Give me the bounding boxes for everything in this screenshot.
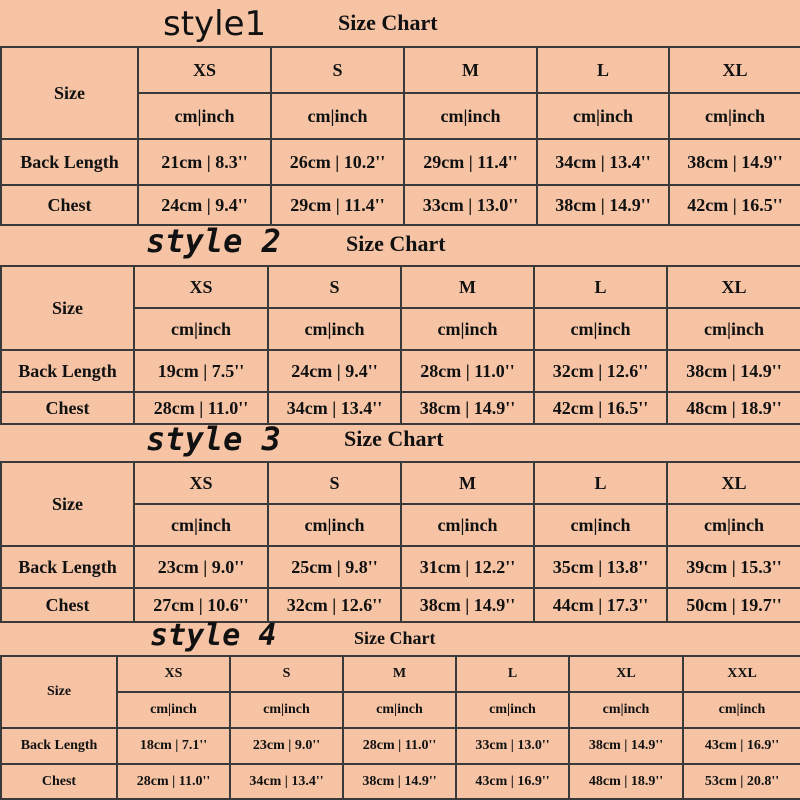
table-row — [1, 350, 800, 392]
row-label: Chest — [1, 764, 117, 799]
measurement-cell: 35cm | 13.8'' — [534, 546, 667, 588]
chart-title: Size Chart — [346, 231, 446, 256]
measurement-cell: 24cm | 9.4'' — [138, 185, 271, 225]
size-column-header: XL — [669, 47, 800, 93]
chart-title: Size Chart — [344, 426, 444, 451]
measurement-cell: 24cm | 9.4'' — [268, 350, 401, 392]
measurement-cell: 38cm | 14.9'' — [343, 764, 456, 799]
measurement-cell: 34cm | 13.4'' — [268, 392, 401, 424]
measurement-cell: 34cm | 13.4'' — [230, 764, 343, 799]
style-label: style1 — [163, 4, 267, 44]
row-label: Back Length — [1, 350, 134, 392]
row-label: Chest — [1, 185, 138, 225]
measurement-cell: 48cm | 18.9'' — [569, 764, 683, 799]
measurement-cell: 18cm | 7.1'' — [117, 728, 230, 764]
size-column-header: M — [404, 47, 537, 93]
table-row — [1, 764, 800, 799]
size-column-header: XL — [667, 462, 800, 504]
unit-cell: cm|inch — [401, 308, 534, 350]
measurement-cell: 26cm | 10.2'' — [271, 139, 404, 185]
measurement-cell: 29cm | 11.4'' — [271, 185, 404, 225]
unit-cell: cm|inch — [537, 93, 669, 139]
chart-title: Size Chart — [338, 10, 438, 35]
measurement-cell: 23cm | 9.0'' — [134, 546, 268, 588]
style2-section — [0, 222, 800, 422]
row-label: Back Length — [1, 728, 117, 764]
measurement-cell: 19cm | 7.5'' — [134, 350, 268, 392]
measurement-cell: 48cm | 18.9'' — [667, 392, 800, 424]
style-label: style 4 — [150, 618, 277, 653]
size-column-header: S — [268, 266, 401, 308]
table-row — [1, 185, 800, 225]
measurement-cell: 38cm | 14.9'' — [669, 139, 800, 185]
unit-cell: cm|inch — [271, 93, 404, 139]
measurement-cell: 44cm | 17.3'' — [534, 588, 667, 622]
measurement-cell: 42cm | 16.5'' — [534, 392, 667, 424]
size-column-header: XL — [667, 266, 800, 308]
measurement-cell: 39cm | 15.3'' — [667, 546, 800, 588]
size-column-header: XS — [138, 47, 271, 93]
measurement-cell: 28cm | 11.0'' — [117, 764, 230, 799]
measurement-cell: 43cm | 16.9'' — [456, 764, 569, 799]
measurement-cell: 33cm | 13.0'' — [456, 728, 569, 764]
unit-cell: cm|inch — [401, 504, 534, 546]
unit-cell: cm|inch — [669, 93, 800, 139]
row-label: Back Length — [1, 139, 138, 185]
measurement-cell: 32cm | 12.6'' — [534, 350, 667, 392]
size-table — [0, 461, 800, 623]
measurement-cell: 31cm | 12.2'' — [401, 546, 534, 588]
style4-section — [0, 620, 800, 800]
size-column-header: M — [343, 656, 456, 692]
measurement-cell: 28cm | 11.0'' — [134, 392, 268, 424]
size-header: Size — [1, 656, 117, 728]
size-table — [0, 265, 800, 425]
size-header: Size — [1, 47, 138, 139]
size-column-header: XS — [134, 266, 268, 308]
size-column-header: S — [230, 656, 343, 692]
style1-section — [0, 0, 800, 220]
unit-cell: cm|inch — [569, 692, 683, 728]
measurement-cell: 38cm | 14.9'' — [569, 728, 683, 764]
unit-cell: cm|inch — [230, 692, 343, 728]
style3-section — [0, 420, 800, 620]
unit-cell: cm|inch — [683, 692, 800, 728]
table-row — [1, 728, 800, 764]
size-column-header: XXL — [683, 656, 800, 692]
size-column-header: S — [271, 47, 404, 93]
size-column-header: L — [537, 47, 669, 93]
size-column-header: S — [268, 462, 401, 504]
unit-cell: cm|inch — [534, 308, 667, 350]
measurement-cell: 34cm | 13.4'' — [537, 139, 669, 185]
measurement-cell: 29cm | 11.4'' — [404, 139, 537, 185]
size-column-header: L — [534, 266, 667, 308]
size-header: Size — [1, 266, 134, 350]
table-row — [1, 392, 800, 424]
unit-cell: cm|inch — [456, 692, 569, 728]
size-column-header: XL — [569, 656, 683, 692]
table-row — [1, 546, 800, 588]
unit-cell: cm|inch — [134, 504, 268, 546]
style-label: style 2 — [146, 222, 281, 260]
row-label: Chest — [1, 392, 134, 424]
measurement-cell: 50cm | 19.7'' — [667, 588, 800, 622]
size-column-header: XS — [117, 656, 230, 692]
size-column-header: L — [534, 462, 667, 504]
size-column-header: L — [456, 656, 569, 692]
measurement-cell: 25cm | 9.8'' — [268, 546, 401, 588]
measurement-cell: 33cm | 13.0'' — [404, 185, 537, 225]
measurement-cell: 28cm | 11.0'' — [401, 350, 534, 392]
unit-cell: cm|inch — [343, 692, 456, 728]
unit-cell: cm|inch — [138, 93, 271, 139]
chart-title: Size Chart — [354, 628, 436, 648]
unit-cell: cm|inch — [134, 308, 268, 350]
measurement-cell: 43cm | 16.9'' — [683, 728, 800, 764]
table-row — [1, 588, 800, 622]
style-label: style 3 — [146, 420, 281, 458]
measurement-cell: 21cm | 8.3'' — [138, 139, 271, 185]
measurement-cell: 38cm | 14.9'' — [401, 588, 534, 622]
unit-cell: cm|inch — [667, 308, 800, 350]
size-header: Size — [1, 462, 134, 546]
row-label: Back Length — [1, 546, 134, 588]
measurement-cell: 42cm | 16.5'' — [669, 185, 800, 225]
measurement-cell: 38cm | 14.9'' — [667, 350, 800, 392]
measurement-cell: 32cm | 12.6'' — [268, 588, 401, 622]
size-column-header: M — [401, 266, 534, 308]
row-label: Chest — [1, 588, 134, 622]
table-row — [1, 139, 800, 185]
measurement-cell: 53cm | 20.8'' — [683, 764, 800, 799]
measurement-cell: 38cm | 14.9'' — [537, 185, 669, 225]
unit-cell: cm|inch — [667, 504, 800, 546]
size-column-header: M — [401, 462, 534, 504]
size-table — [0, 46, 800, 226]
unit-cell: cm|inch — [404, 93, 537, 139]
unit-cell: cm|inch — [534, 504, 667, 546]
unit-cell: cm|inch — [268, 308, 401, 350]
size-column-header: XS — [134, 462, 268, 504]
unit-cell: cm|inch — [117, 692, 230, 728]
measurement-cell: 23cm | 9.0'' — [230, 728, 343, 764]
measurement-cell: 38cm | 14.9'' — [401, 392, 534, 424]
unit-cell: cm|inch — [268, 504, 401, 546]
measurement-cell: 27cm | 10.6'' — [134, 588, 268, 622]
measurement-cell: 28cm | 11.0'' — [343, 728, 456, 764]
size-table — [0, 655, 800, 800]
